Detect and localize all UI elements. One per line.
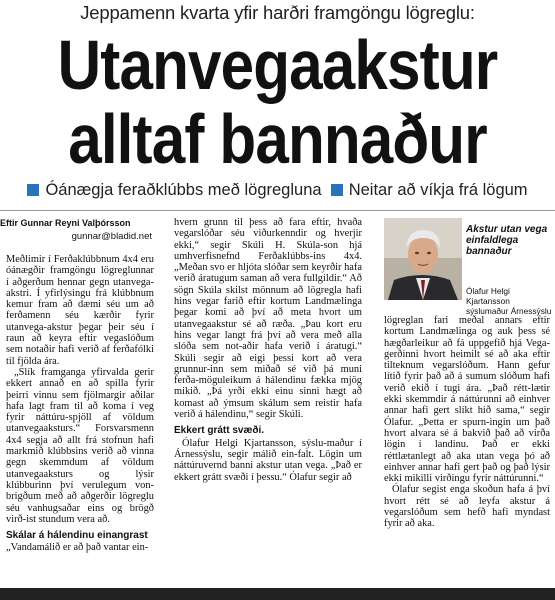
headline-line-1: Utanvegaakstur — [57, 26, 498, 104]
subheadings — [0, 181, 555, 200]
square-bullet-icon — [331, 184, 343, 196]
section-heading: Ekkert grátt svæði. — [174, 425, 265, 437]
article-column-1 — [6, 254, 154, 554]
paragraph: Ólafur Helgi Kjartansson, sýslu-maður í Árnessýslu, segir málið ein-falt. Lögin um náttúruvernd banni akstur utan vega. „Það er ekkert grátt svæði í þessu.“ Ólafur segir að — [174, 437, 362, 483]
paragraph: hvern grunn til þess að fara eftir, hvaða vegarslóðar séu viðurkenndir og hverjir ekki,“ segir Skúli H. Skúla-son hjá umhverfisnefnd Ferðaklúbbs-ins 4x4. „Meðan svo er hljóta slóðar sem keyrðir hafa verið áratugum saman að vera fullgildir.“ Að sögn Skúla skilst mönnum að lögregla hafi hins vegar farið eftir kortum Landmælinga þegar komi að því að meta hvort um utanvegaakstur sé að ræða. „Þau kort eru hins vegar langt frá því að vera með alla slóða sem not-aðir hafa verið í áratugi.“ Skúli segir að eigi þessi kort að vera grunnur-inn sem miðað sé við þá muni ferða-möguleikum á hálendinu fækka mjög mikið. „Þá yrði ekki einu sinni hægt að komast að ýmsum skálum sem reistir hafa verið á hálendinu,“ segir Skúli. — [174, 217, 362, 421]
paragraph: „Slík framganga yfirvalda gerir ekkert annað en að spilla fyrir þeirri vinnu sem fjölmargir aðilar hafa lagt fram til að koma í veg fyrir náttúru-spjöll af völdum utanvegaaksturs.“ Forsvarsmenn 4x4 segja að allt frá stofnun hafi markmið klúbbsins verið að vinna gegn skemmdum af völdum utanvegaaksturs og lýsir klúbburinn því verulegum von-brigðum með að aðgerðir lögreglu séu vanhugsaðar eins og brögð virð-ist stundum vera að. — [6, 366, 154, 525]
subheading-1: Óánægja feraðklúbbs með lögregluna — [45, 181, 322, 199]
article-column-3 — [384, 315, 550, 530]
portrait-image — [384, 218, 462, 300]
paragraph: lögreglan fari meðal annars eftir kortum Landmælinga og auk þess sé hægðarleikur að fá uppgefið hjá Vega-gerðinni hvort heimilt sé að aka eftir tilteknum vegarslóðum. Hann gefur lítið fyrir það að á sumum slóðum hafi verið ekið í tugi ára. „Það rétt-lætir ekki skemmdir á náttúrunni að einhver annar hafi gert slíkt hið sama,“ segir Ólafur. „Þetta er spurn-ingin um það hvort alvara sé á bakvið það að virða lögin í landinu. Það er ekki réttlætanlegt að aka utan vega þó að einhver annar hafi gert það og það lýsir ekki mikilli virðingu fyrir náttúrunni.“ — [384, 315, 550, 485]
bottom-bar — [0, 588, 555, 600]
divider — [0, 210, 555, 211]
byline: Eftir Gunnar Reyni Valþórsson — [0, 218, 131, 228]
paragraph: Meðlimir í Ferðaklúbbnum 4x4 eru óánægðir framgöngu lögreglunnar í aðgerðum hennar gegn utanvega-akstri. Í yfirlýsingu frá klúbbnum kemur fram að dæmi séu um að ferðamenn séu kærðir fyrir utanvega-akstur þegar þeir séu í raun að keyra eftir vegaslóðum sem notaðir hafi verið af ferðafólki til fjölda ára. — [6, 254, 154, 367]
headline-line-2: alltaf bannaður — [68, 100, 487, 178]
photo-caption-name: Ólafur Helgi Kjartansson sýslumaður Árnessýslu — [466, 286, 552, 316]
kicker-headline: Jeppamenn kvarta yfir harðri framgöngu lögreglu: — [80, 2, 475, 23]
article-column-2 — [174, 217, 362, 483]
paragraph: Ólafur segist enga skoðun hafa á því hvort rétt sé að leyfa akstur á vegarslóðum sem hefð hafi myndast fyrir að aka. — [384, 484, 550, 530]
author-email: gunnar@bladid.net — [71, 231, 152, 242]
square-bullet-icon — [27, 184, 39, 196]
section-heading: Skálar á hálendinu einangrast — [6, 530, 148, 542]
subheading-2: Neitar að víkja frá lögum — [348, 181, 528, 199]
photo-caption-title: Akstur utan vega einfaldlega bannaður — [466, 224, 548, 257]
portrait-photo — [384, 218, 462, 300]
paragraph: „Vandamálið er að það vantar ein- — [6, 542, 149, 554]
